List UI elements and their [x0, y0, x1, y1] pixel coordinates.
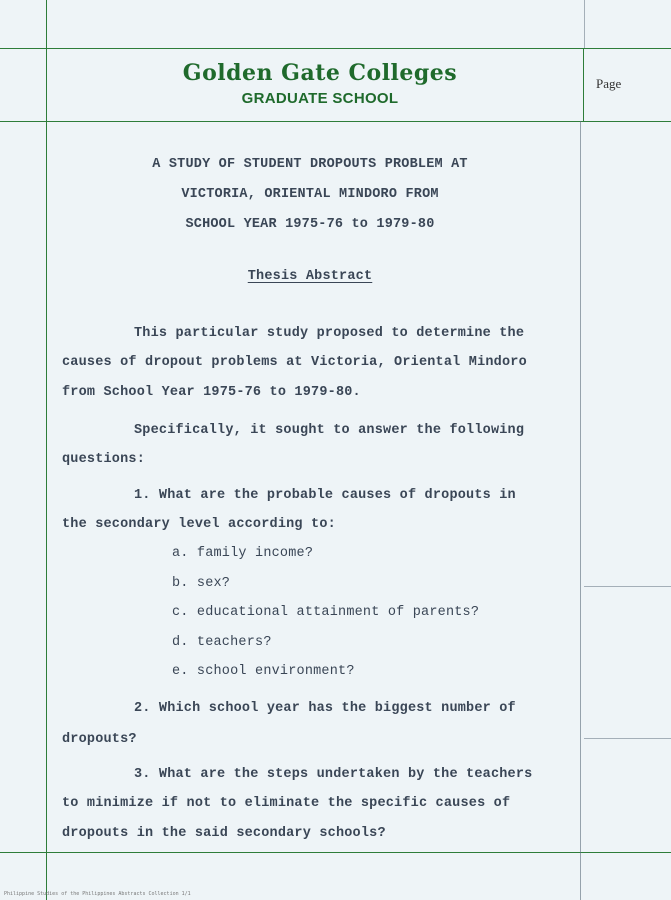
p1-line-2: causes of dropout problems at Victoria, Oriental Mindoro	[62, 355, 527, 370]
title-line-1: A STUDY OF STUDENT DROPOUTS PROBLEM AT	[152, 157, 468, 172]
p2-line-2: questions:	[62, 452, 146, 467]
q1-item-c: c. educational attainment of parents?	[172, 605, 480, 620]
form-line-right-margin	[580, 121, 581, 900]
q1-line-2: the secondary level according to:	[62, 517, 336, 532]
scan-footer: Philippine Studies of the Philippines Abstracts Collection 1/1	[4, 891, 191, 897]
thesis-abstract-heading: Thesis Abstract	[247, 269, 373, 284]
form-line-top	[0, 48, 671, 49]
form-line-side-1	[584, 586, 671, 587]
title-line-3: SCHOOL YEAR 1975-76 to 1979-80	[185, 217, 435, 232]
q3-line-1: 3. What are the steps undertaken by the teachers	[134, 767, 533, 782]
q1-item-e: e. school environment?	[172, 664, 355, 679]
q2-line-1: 2. Which school year has the biggest number of	[134, 701, 516, 716]
form-line-header-bottom	[0, 121, 671, 122]
page-label: Page	[596, 76, 622, 91]
form-line-bottom	[0, 852, 671, 853]
p1-line-1: This particular study proposed to determine the	[134, 326, 525, 341]
q1-item-d: d. teachers?	[172, 635, 272, 650]
p2-line-1: Specifically, it sought to answer the following	[134, 423, 525, 438]
form-line-side-2	[584, 738, 671, 739]
form-line-page-column	[583, 48, 584, 121]
p1-line-3: from School Year 1975-76 to 1979-80.	[62, 385, 361, 400]
q1-line-1: 1. What are the probable causes of dropouts in	[134, 488, 516, 503]
school-name: GRADUATE SCHOOL	[241, 90, 399, 107]
form-line-left-margin	[46, 0, 47, 900]
q3-line-2: to minimize if not to eliminate the specific causes of	[62, 796, 511, 811]
title-line-2: VICTORIA, ORIENTAL MINDORO FROM	[181, 187, 439, 202]
form-line-right-top	[584, 0, 585, 48]
college-name: Golden Gate Colleges	[182, 60, 458, 86]
q3-line-3: dropouts in the said secondary schools?	[62, 826, 386, 841]
q1-item-a: a. family income?	[172, 546, 314, 561]
q1-item-b: b. sex?	[172, 576, 231, 591]
q2-line-2: dropouts?	[62, 732, 137, 747]
